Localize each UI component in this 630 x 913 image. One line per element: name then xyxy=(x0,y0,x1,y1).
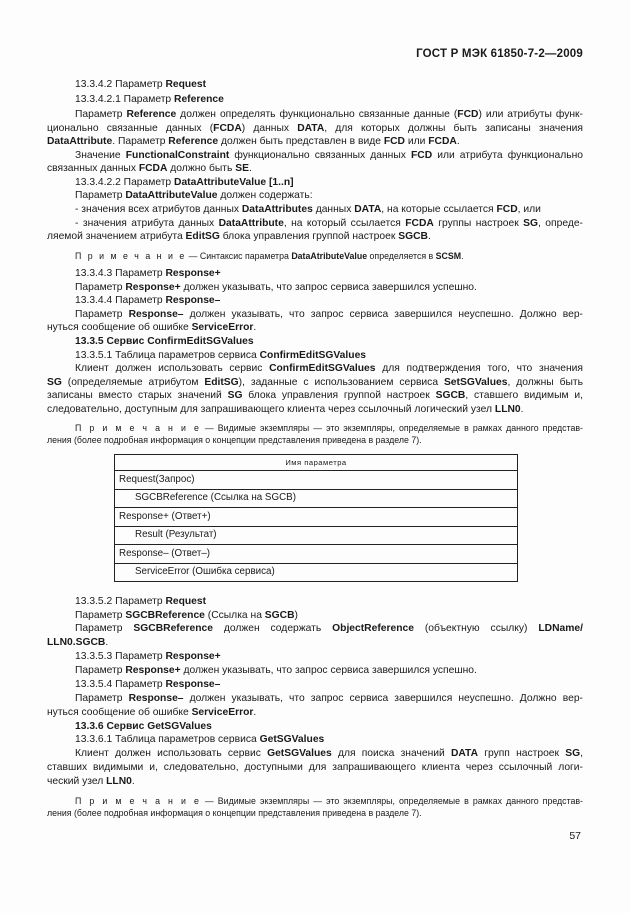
table-cell: Result (Результат) xyxy=(115,526,518,545)
list-item: ляемой значением атрибута EditSG блока управления группой настроек SGCB. xyxy=(47,231,431,242)
paragraph-line: ческий узел LLN0. xyxy=(47,776,135,787)
note: ления (более подробная информация о концепции представления приведена в разделе 7). xyxy=(47,435,422,445)
paragraph-line: Параметр Response– должен указывать, что запрос сервиса завершился неуспешно. Должно вер- xyxy=(75,693,583,704)
paragraph-line: связанных данных FCDA должно быть SE. xyxy=(47,163,252,174)
section-heading: 13.3.5 Сервис ConfirmEditSGValues xyxy=(75,336,254,347)
paragraph-line: ционально связанные данных (FCDA) данных DATA, для которых должны быть записаны значения xyxy=(47,123,583,134)
section-heading: 13.3.4.2.2 Параметр DataAttributeValue [1..n] xyxy=(75,177,294,188)
section-heading: 13.3.5.1 Таблица параметров сервиса ConfirmEditSGValues xyxy=(75,350,367,361)
paragraph-line: ставших видимыми и, следовательно, доступными для запрашивающего клиента через ссылочный логи- xyxy=(47,762,583,773)
paragraph-line: Параметр SGCBReference должен содержать ObjectReference (объектную ссылку) LDName/ xyxy=(75,623,583,634)
paragraph-line: Параметр Response– должен указывать, что запрос сервиса завершился неуспешно. Должно вер- xyxy=(75,309,583,320)
table-cell: Response– (Ответ–) xyxy=(115,545,518,564)
section-heading: 13.3.5.3 Параметр Response+ xyxy=(75,651,221,662)
note: ления (более подробная информация о концепции представления приведена в разделе 7). xyxy=(47,808,422,818)
note: П р и м е ч а н и е — Видимые экземпляры — это экземпляры, определяемые в рамках данного представ- xyxy=(75,796,583,806)
section-heading: 13.3.6.1 Таблица параметров сервиса GetSGValues xyxy=(75,734,325,745)
paragraph-line: LLN0.SGCB. xyxy=(47,637,109,648)
list-item: - значения атрибута данных DataAttribute, на который ссылается FCDA группы настроек SG, опреде- xyxy=(75,218,583,229)
table-row xyxy=(115,508,518,527)
table-header-row xyxy=(115,455,518,471)
paragraph-line: Значение FunctionalConstraint функционально связанных данных FCD или атрибута функционально xyxy=(75,150,583,161)
paragraph-line: следовательно, доступным для запрашивающего клиента через ссылочный логический узел LLN0. xyxy=(47,404,524,415)
table-row xyxy=(115,526,518,545)
table-header-cell: Имя параметра xyxy=(115,455,518,471)
table-cell: SGCBReference (Ссылка на SGCB) xyxy=(115,489,518,508)
paragraph-line: Параметр DataAttributeValue должен содержать: xyxy=(75,190,313,201)
section-heading: 13.3.4.2.1 Параметр Reference xyxy=(75,94,224,105)
paragraph-line: нуться сообщение об ошибке ServiceError. xyxy=(47,322,257,333)
paragraph-line: Параметр Response+ должен указывать, что запрос сервиса завершился успешно. xyxy=(75,282,477,293)
list-item: - значения всех атрибутов данных DataAttributes данных DATA, на которые ссылается FCD, или xyxy=(75,204,541,215)
paragraph-line: Клиент должен использовать сервис GetSGValues для поиска значений DATA групп настроек SG, xyxy=(75,748,583,759)
section-heading: Параметр SGCBReference (Ссылка на SGCB) xyxy=(75,610,298,621)
note: П р и м е ч а н и е — Синтаксис параметра DataAtributeValue определяется в SCSM. xyxy=(75,251,464,261)
paragraph-line: DataAttribute. Параметр Reference должен быть представлен в виде FCD или FCDA. xyxy=(47,136,460,147)
section-heading: 13.3.5.4 Параметр Response– xyxy=(75,679,221,690)
table-row xyxy=(115,489,518,508)
document-header: ГОСТ Р МЭК 61850-7-2—2009 xyxy=(416,48,583,60)
page-number: 57 xyxy=(569,830,581,842)
paragraph-line: Клиент должен использовать сервис ConfirmEditSGValues для подтверждения того, что значения xyxy=(75,363,583,374)
section-heading: 13.3.5.2 Параметр Request xyxy=(75,596,207,607)
table-cell: Request(Запрос) xyxy=(115,471,518,490)
parameter-table xyxy=(114,454,518,582)
note: П р и м е ч а н и е — Видимые экземпляры — это экземпляры, определяемые в рамках данного представ- xyxy=(75,423,583,433)
paragraph-line: Параметр Response+ должен указывать, что запрос сервиса завершился успешно. xyxy=(75,665,477,676)
paragraph-line: нуться сообщение об ошибке ServiceError. xyxy=(47,707,257,718)
table-cell: Response+ (Ответ+) xyxy=(115,508,518,527)
paragraph-line: записаны вместо старых значений SG блока управления группой настроек SGCB, ставшего видимым и, xyxy=(47,390,583,401)
section-heading: 13.3.6 Сервис GetSGValues xyxy=(75,721,212,732)
table-row xyxy=(115,471,518,490)
table-cell: ServiceError (Ошибка сервиса) xyxy=(115,563,518,582)
table-row xyxy=(115,545,518,564)
section-heading: 13.3.4.3 Параметр Response+ xyxy=(75,268,221,279)
paragraph-line: Параметр Reference должен определять функционально связанные данные (FCD) или атрибуты функ- xyxy=(75,109,583,120)
table-row xyxy=(115,563,518,582)
paragraph-line: SG (определяемые атрибутом EditSG), заданные с использованием сервиса SetSGValues, должны быть xyxy=(47,377,583,388)
section-heading: 13.3.4.2 Параметр Request xyxy=(75,79,207,90)
section-heading: 13.3.4.4 Параметр Response– xyxy=(75,295,221,306)
